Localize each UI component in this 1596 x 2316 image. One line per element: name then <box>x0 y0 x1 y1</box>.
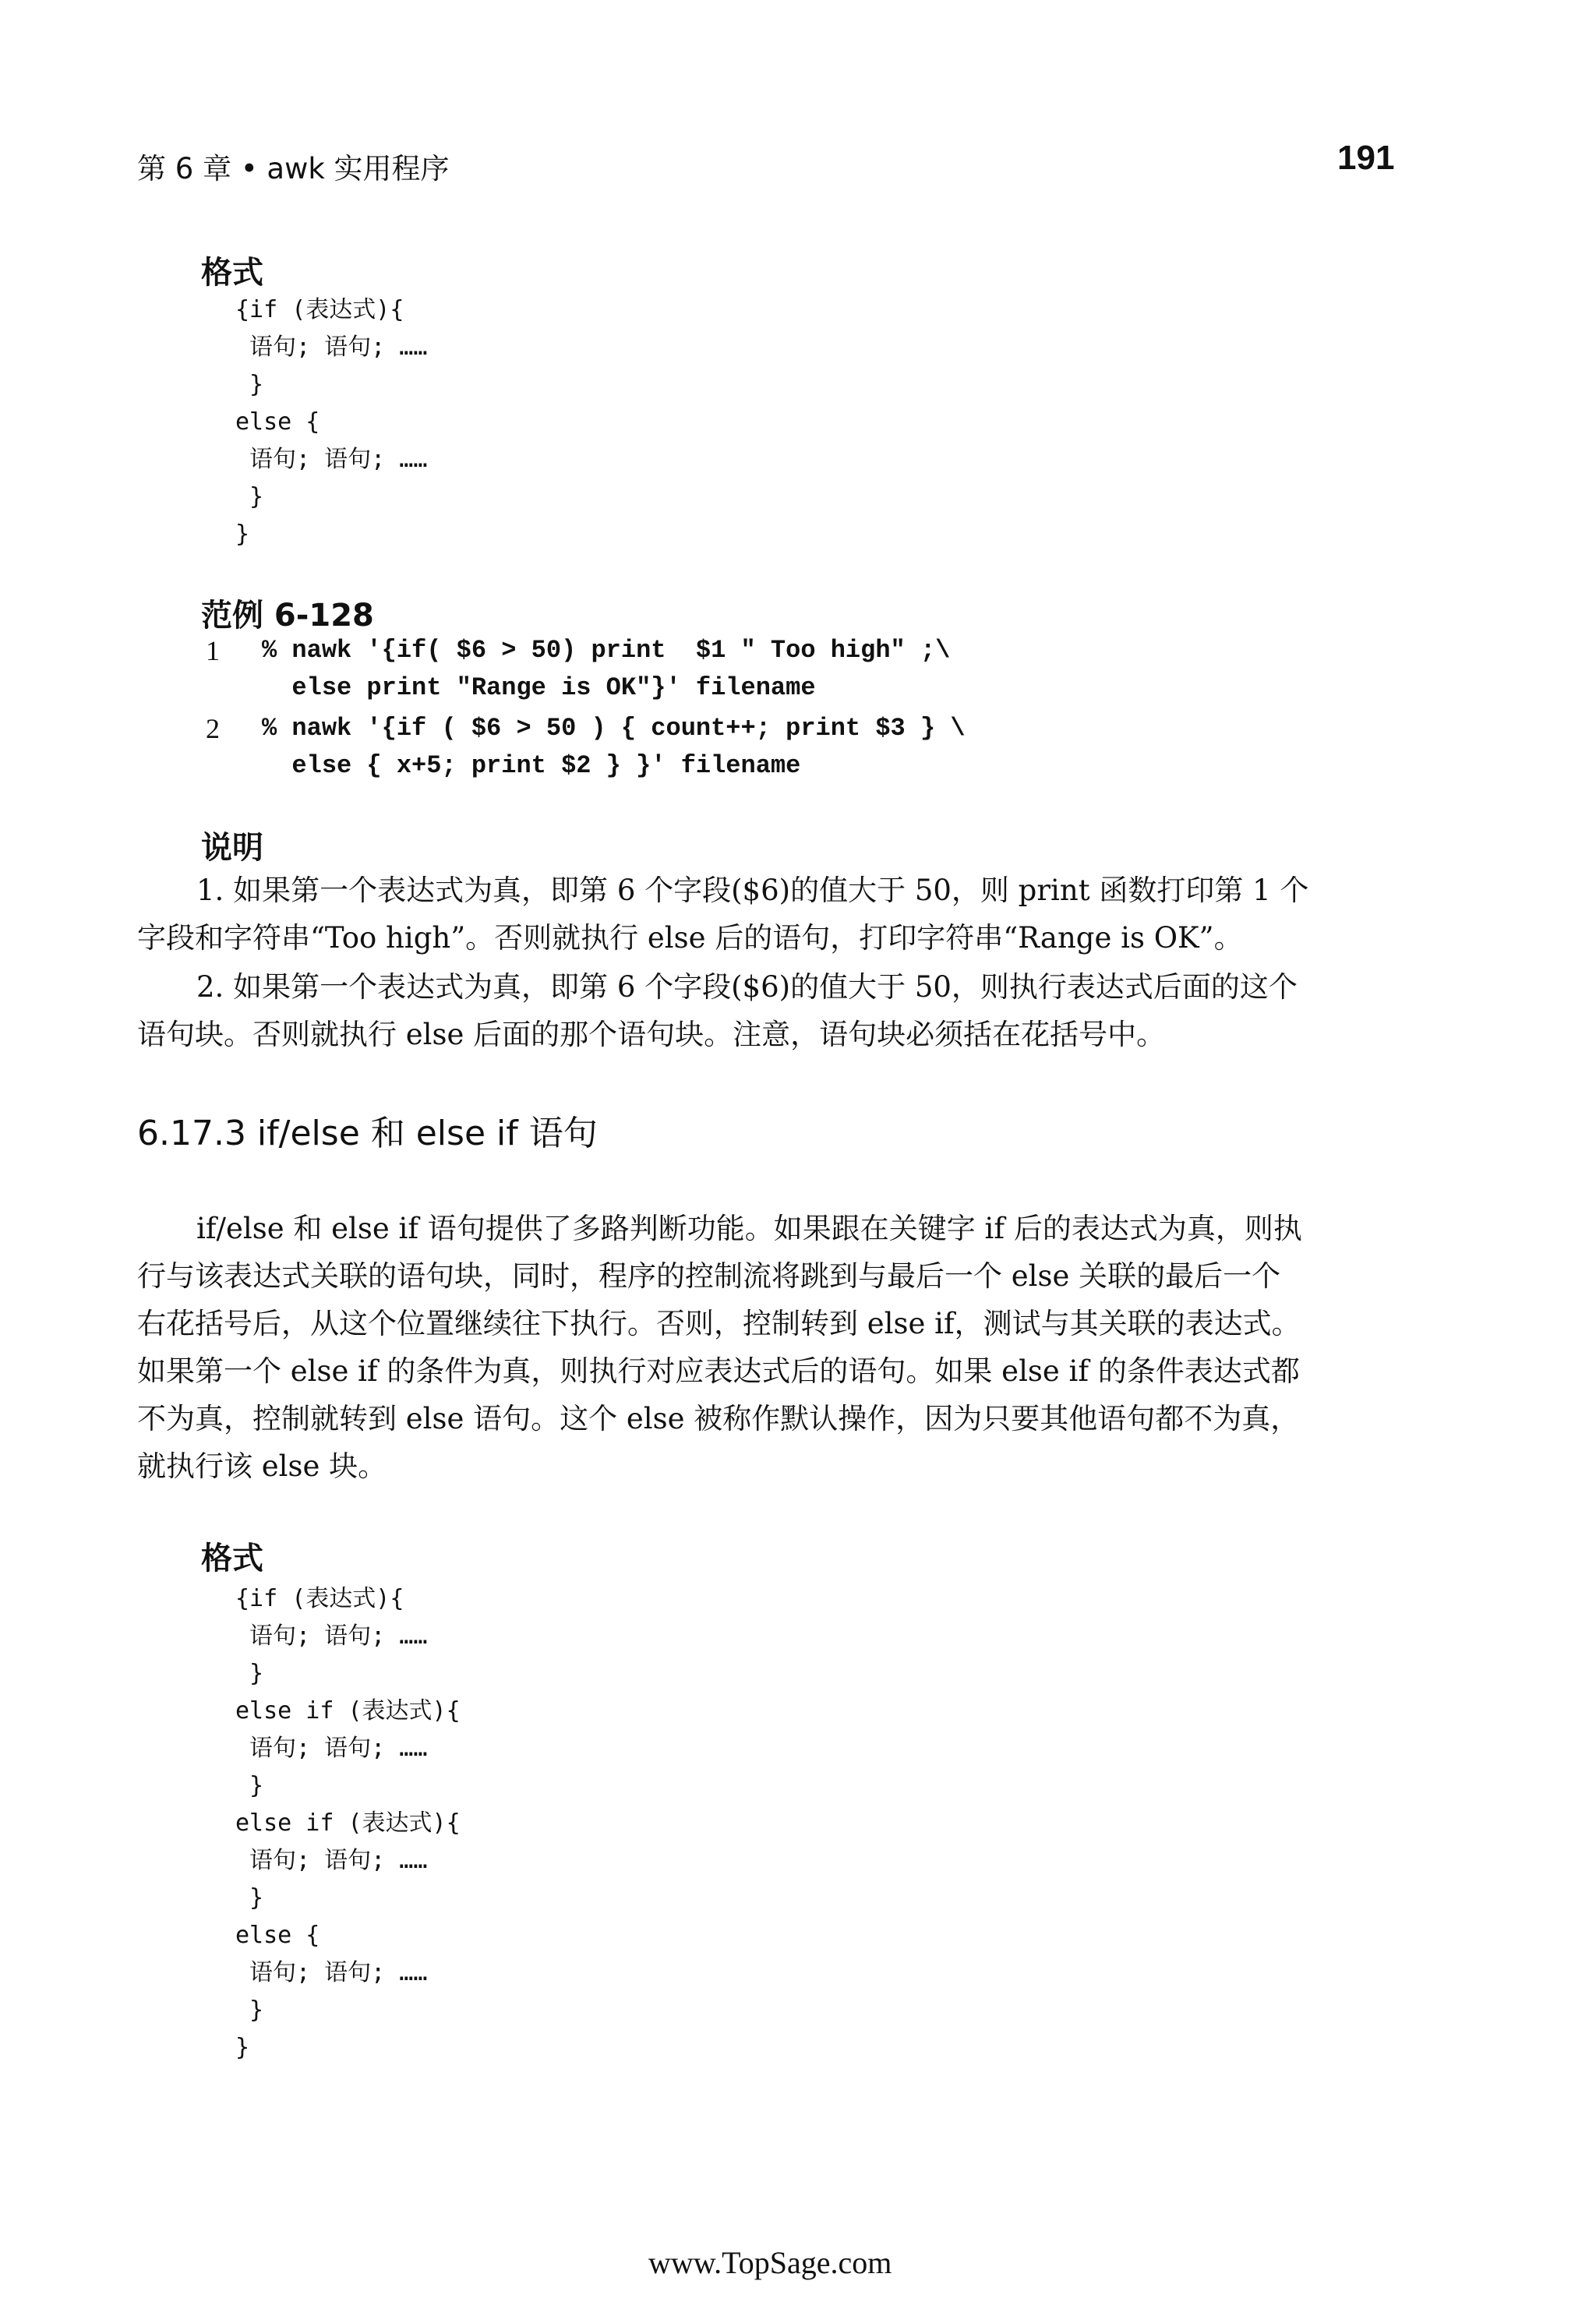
paragraph-line: 语句块。否则就执行 else 后面的那个语句块。注意，语句块必须括在花括号中。 <box>137 1018 1166 1051</box>
code-line: 语句; 语句; …… <box>235 1622 428 1650</box>
code-line: else if (表达式){ <box>235 1697 461 1725</box>
paragraph-line: 1. 如果第一个表达式为真，即第 6 个字段($6)的值大于 50，则 print 函数打印第 1 个 <box>196 874 1309 907</box>
footer-url: www.TopSage.com <box>648 2245 892 2280</box>
paragraph-line: 如果第一个 else if 的条件为真，则执行对应表达式后的语句。如果 else if 的条件表达式都 <box>137 1354 1300 1388</box>
code-line: } <box>235 1996 264 2024</box>
format-heading: 格式 <box>201 255 263 291</box>
example-code-line: % nawk '{if( $6 > 50) print $1 " Too high" ;\ <box>262 636 951 665</box>
format-code-block <box>235 1580 461 2067</box>
paragraph-line: 不为真，控制就转到 else 语句。这个 else 被称作默认操作，因为只要其他语句都不为真， <box>137 1402 1300 1435</box>
code-line: 语句; 语句; …… <box>235 334 428 361</box>
code-line: 语句; 语句; …… <box>235 1847 428 1874</box>
code-line: } <box>235 2034 250 2061</box>
code-line: } <box>235 1660 264 1687</box>
code-line: else if (表达式){ <box>235 1809 461 1837</box>
code-line: 语句; 语句; …… <box>235 1959 428 1986</box>
page-number: 191 <box>1337 139 1395 177</box>
format-heading: 格式 <box>201 1541 263 1576</box>
code-line: else { <box>235 1922 320 1949</box>
paragraph-line: 字段和字符串“Too high”。否则就执行 else 后的语句，打印字符串“Range is OK”。 <box>137 921 1243 955</box>
example-code-line: else print "Range is OK"}' filename <box>262 673 816 702</box>
paragraph-line: if/else 和 else if 语句提供了多路判断功能。如果跟在关键字 if 后的表达式为真，则执 <box>196 1212 1302 1245</box>
example-code-line: % nawk '{if ( $6 > 50 ) { count++; print $3 } \ <box>262 714 966 743</box>
paragraph-line: 行与该表达式关联的语句块，同时，程序的控制流将跳到与最后一个 else 关联的最后一个 <box>137 1259 1281 1293</box>
explanation-heading: 说明 <box>201 830 263 866</box>
code-line: } <box>235 521 250 548</box>
line-number: 1 <box>206 635 220 666</box>
explanation-paragraph-1 <box>137 867 1401 962</box>
code-line: } <box>235 1884 264 1912</box>
explanation-paragraph-2 <box>137 963 1401 1058</box>
code-line: } <box>235 483 264 510</box>
paragraph-line: 右花括号后，从这个位置继续往下执行。否则，控制转到 else if，测试与其关联的表达式。 <box>137 1307 1301 1340</box>
paragraph-line: 就执行该 else 块。 <box>137 1449 387 1483</box>
code-line: {if (表达式){ <box>235 1585 404 1612</box>
line-number: 2 <box>206 713 220 744</box>
code-line: 语句; 语句; …… <box>235 1735 428 1762</box>
format-code-block <box>235 291 427 553</box>
code-line: 语句; 语句; …… <box>235 446 428 473</box>
section-paragraph <box>137 1205 1401 1490</box>
example-code-line: else { x+5; print $2 } }' filename <box>262 751 801 780</box>
code-line: else { <box>235 408 320 436</box>
code-line: } <box>235 371 264 398</box>
section-title: 6.17.3 if/else 和 else if 语句 <box>137 1114 598 1153</box>
example-heading: 范例 6-128 <box>201 598 374 634</box>
running-header: 第 6 章 • awk 实用程序 <box>137 152 450 185</box>
paragraph-line: 2. 如果第一个表达式为真，即第 6 个字段($6)的值大于 50，则执行表达式后面的这个 <box>196 970 1298 1004</box>
code-line: } <box>235 1772 264 1799</box>
code-line: {if (表达式){ <box>235 296 404 323</box>
